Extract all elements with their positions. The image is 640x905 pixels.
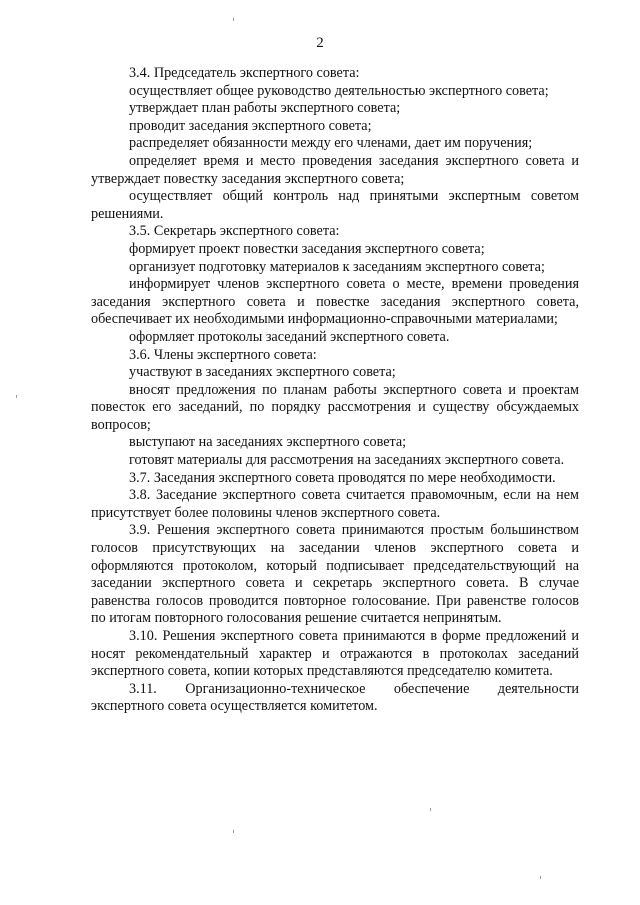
scan-speck	[430, 808, 431, 811]
paragraph-chair-duty-3: проводит заседания экспертного совета;	[129, 117, 372, 134]
paragraph-3-6-heading: 3.6. Члены экспертного совета:	[129, 346, 317, 363]
scan-speck	[233, 18, 234, 21]
paragraph-member-duty-2: вносят предложения по планам работы экспертного совета и проектам повесток его заседаний, по порядку рассмотрения и существу обсуждаемых вопросов;	[91, 381, 579, 433]
paragraph-chair-duty-4: распределяет обязанности между его членами, дает им поручения;	[129, 135, 533, 152]
paragraph-chair-duty-2: утверждает план работы экспертного совета;	[129, 100, 401, 117]
paragraph-3-9: 3.9. Решения экспертного совета принимаются простым большинством голосов присутствующих на заседании членов экспертного совета и оформляются протоколом, который подписывает председательствующий на заседании экспертного совета и секретарь экспертного совета. В случае равенства голосов проводится повторное голосование. При равенстве голосов по итогам повторного голосования решение считается непринятым.	[91, 522, 579, 627]
paragraph-chair-duty-5: определяет время и место проведения заседания экспертного совета и утверждает повестку заседания экспертного совета;	[91, 152, 579, 187]
paragraph-member-duty-3: выступают на заседаниях экспертного совета;	[129, 434, 407, 451]
page-number: 2	[316, 35, 324, 51]
document-body	[91, 65, 579, 716]
paragraph-3-11: 3.11. Организационно-техническое обеспечение деятельности экспертного совета осуществляется комитетом.	[91, 680, 579, 715]
paragraph-member-duty-1: участвуют в заседаниях экспертного совета;	[129, 364, 396, 381]
paragraph-3-10: 3.10. Решения экспертного совета принимаются в форме предложений и носят рекомендательный характер и отражаются в протоколах заседаний экспертного совета, копии которых представляются председателю комитета.	[91, 628, 579, 680]
paragraph-3-8: 3.8. Заседание экспертного совета считается правомочным, если на нем присутствует более половины членов экспертного совета.	[91, 487, 579, 521]
scan-speck	[233, 830, 234, 833]
paragraph-3-4-heading: 3.4. Председатель экспертного совета:	[129, 65, 360, 81]
paragraph-secretary-duty-2: организует подготовку материалов к заседаниям экспертного совета;	[129, 258, 545, 275]
paragraph-secretary-duty-1: формирует проект повестки заседания экспертного совета;	[129, 240, 485, 257]
scan-speck	[16, 395, 17, 398]
paragraph-member-duty-4: готовят материалы для рассмотрения на заседаниях экспертного совета.	[129, 452, 565, 469]
paragraph-secretary-duty-3: информирует членов экспертного совета о месте, времени проведения заседания экспертного совета и повестке заседания экспертного совета, обеспечивает их необходимыми информационно-справочными материалами;	[91, 276, 579, 328]
scan-speck	[540, 876, 541, 879]
paragraph-3-5-heading: 3.5. Секретарь экспертного совета:	[129, 223, 340, 240]
paragraph-chair-duty-6: осуществляет общий контроль над принятыми экспертным советом решениями.	[91, 188, 579, 222]
paragraph-secretary-duty-4: оформляет протоколы заседаний экспертного совета.	[129, 328, 450, 345]
paragraph-3-7: 3.7. Заседания экспертного совета проводятся по мере необходимости.	[129, 469, 556, 486]
paragraph-chair-duty-1: осуществляет общее руководство деятельностью экспертного совета;	[129, 82, 549, 99]
